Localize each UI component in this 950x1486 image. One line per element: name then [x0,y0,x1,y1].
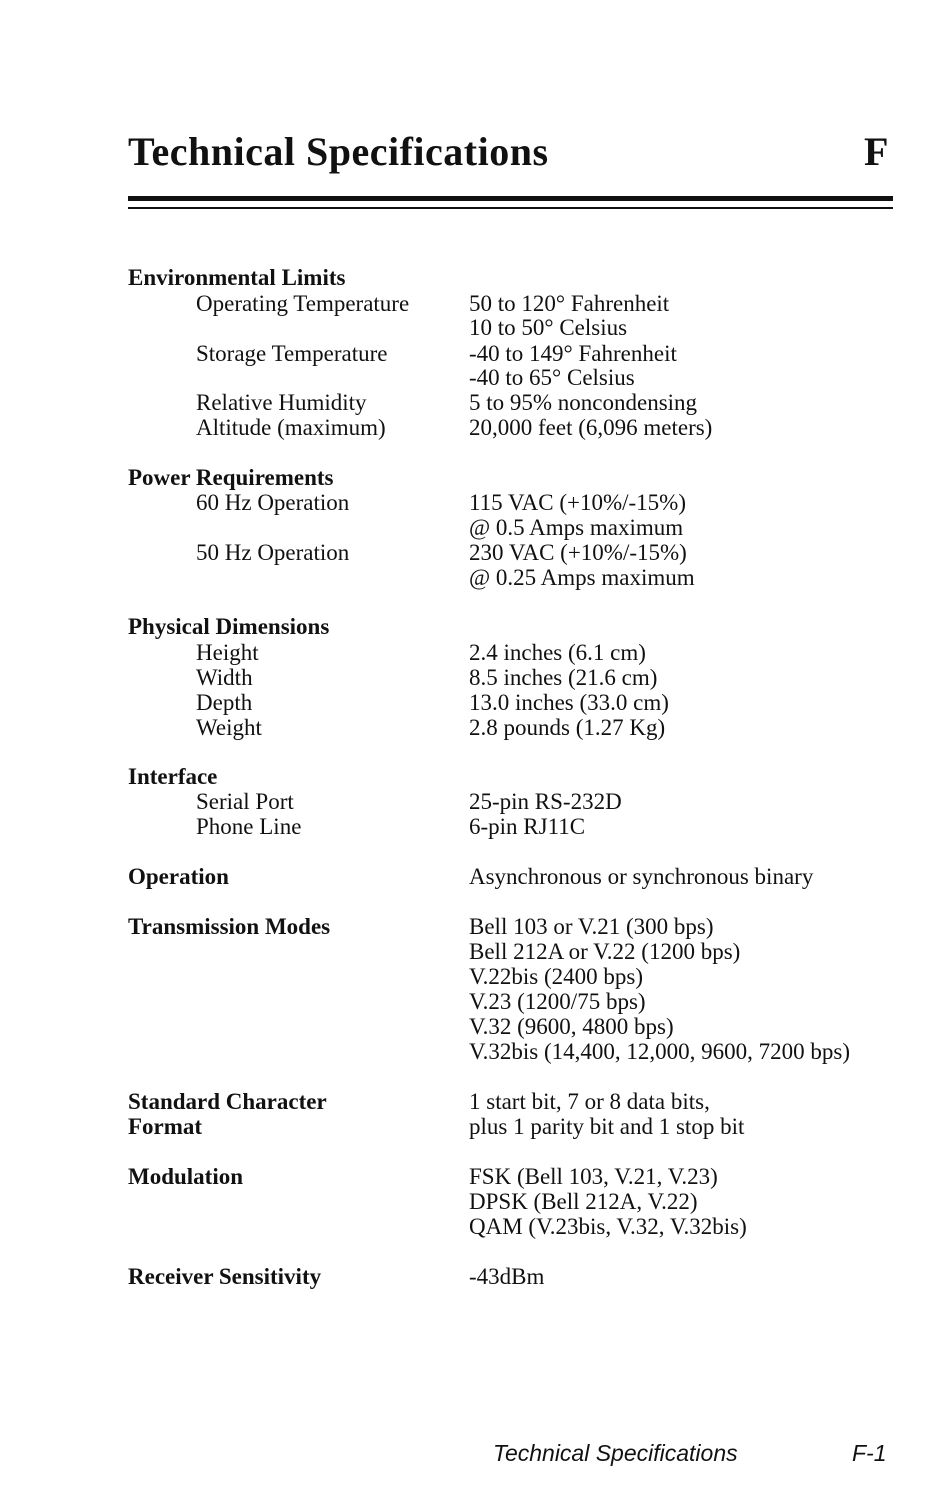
hz60-voltage: 115 VAC (+10%/-15%) [469,490,686,515]
page-number: F-1 [852,1440,887,1466]
header-rule-thick [128,196,893,201]
transmission-mode: V.32bis (14,400, 12,000, 9600, 7200 bps) [469,1039,851,1064]
char-format-heading: Standard Character [128,1089,327,1114]
sensitivity-heading: Receiver Sensitivity [128,1264,322,1289]
sensitivity-value: -43dBm [469,1264,545,1289]
hz50-voltage: 230 VAC (+10%/-15%) [469,540,687,565]
footer-title: Technical Specifications [493,1440,738,1466]
transmission-mode: V.32 (9600, 4800 bps) [469,1014,674,1039]
width-label: Width [196,665,253,690]
env-heading: Environmental Limits [128,265,346,290]
op-temp-label: Operating Temperature [196,291,410,316]
char-format-value: 1 start bit, 7 or 8 data bits, [469,1089,710,1114]
char-format-heading-cont: Format [128,1114,203,1139]
altitude-value: 20,000 feet (6,096 meters) [469,415,713,440]
altitude-label: Altitude (maximum) [196,415,386,440]
operation-value: Asynchronous or synchronous binary [469,864,814,889]
op-temp-f: 50 to 120° Fahrenheit [469,291,670,316]
transmission-mode: Bell 103 or V.21 (300 bps) [469,914,714,939]
depth-label: Depth [196,690,253,715]
st-temp-c: -40 to 65° Celsius [469,365,635,390]
phone-line-value: 6-pin RJ11C [469,814,586,839]
physical-heading: Physical Dimensions [128,614,330,639]
transmission-mode: V.23 (1200/75 bps) [469,989,646,1014]
hz50-current: @ 0.25 Amps maximum [469,565,695,590]
st-temp-label: Storage Temperature [196,341,388,366]
interface-heading: Interface [128,764,218,789]
serial-port-label: Serial Port [196,789,294,814]
char-format-value-cont: plus 1 parity bit and 1 stop bit [469,1114,745,1139]
operation-heading: Operation [128,864,229,889]
modulation-line: FSK (Bell 103, V.21, V.23) [469,1164,718,1189]
height-value: 2.4 inches (6.1 cm) [469,640,646,665]
page-title: Technical Specifications [128,129,549,174]
power-heading: Power Requirements [128,465,334,490]
humidity-value: 5 to 95% noncondensing [469,390,698,415]
height-label: Height [196,640,259,665]
humidity-label: Relative Humidity [196,390,367,415]
modulation-line: QAM (V.23bis, V.32, V.32bis) [469,1214,747,1239]
weight-label: Weight [196,715,262,740]
modulation-line: DPSK (Bell 212A, V.22) [469,1189,698,1214]
serial-port-value: 25-pin RS-232D [469,789,622,814]
transmission-mode: Bell 212A or V.22 (1200 bps) [469,939,741,964]
weight-value: 2.8 pounds (1.27 Kg) [469,715,666,740]
phone-line-label: Phone Line [196,814,302,839]
appendix-letter: F [864,129,889,174]
modulation-heading: Modulation [128,1164,244,1189]
transmission-mode: V.22bis (2400 bps) [469,964,644,989]
hz60-current: @ 0.5 Amps maximum [469,515,684,540]
depth-value: 13.0 inches (33.0 cm) [469,690,669,715]
width-value: 8.5 inches (21.6 cm) [469,665,658,690]
header-rule-thin [128,207,893,209]
hz60-label: 60 Hz Operation [196,490,350,515]
op-temp-c: 10 to 50° Celsius [469,315,628,340]
st-temp-f: -40 to 149° Fahrenheit [469,341,677,366]
transmission-heading: Transmission Modes [128,914,331,939]
hz50-label: 50 Hz Operation [196,540,350,565]
